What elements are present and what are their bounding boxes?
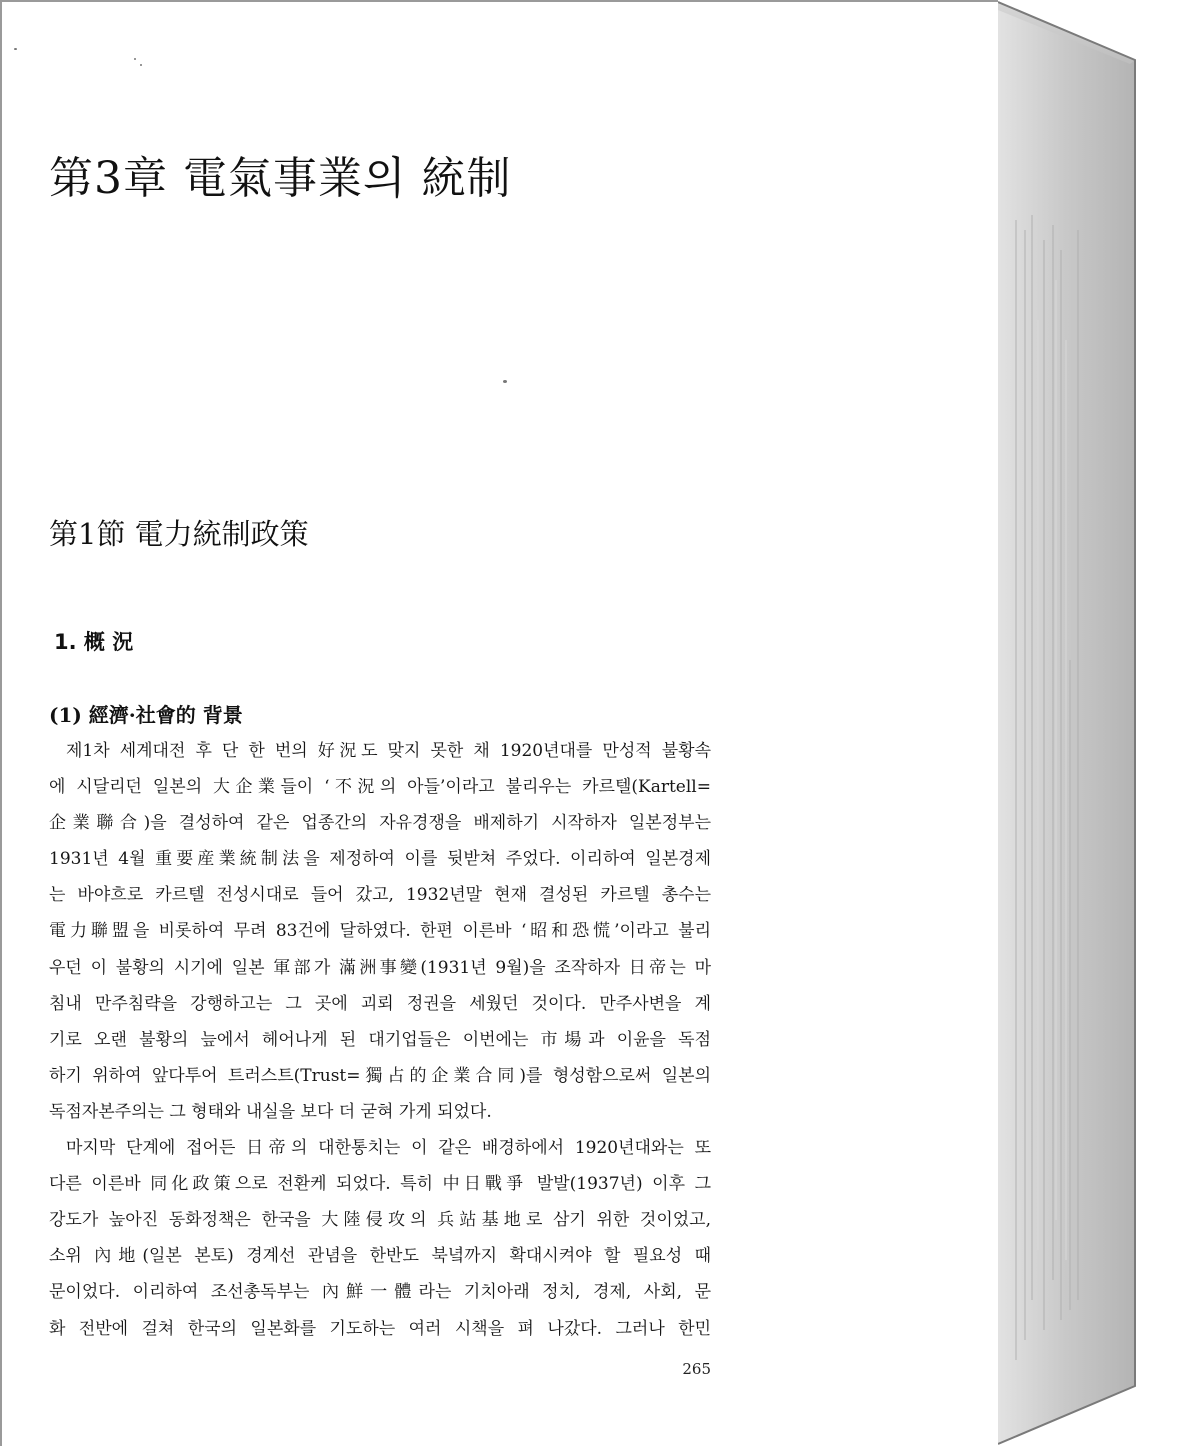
subsection-title: 1. 概 況 — [54, 630, 134, 654]
text-line: 우던 이 불황의 시기에 일본 軍部가 滿洲事變(1931년 9월)을 조작하자 日帝는 마 — [49, 957, 711, 978]
book-page-edges — [998, 0, 1148, 1446]
text-line: 에 시달리던 일본의 大企業들이 ‘不況의 아들’이라고 불리우는 카르텔(Kartell= — [49, 777, 711, 798]
sub-subsection-title: (1) 經濟·社會的 背景 — [49, 703, 243, 727]
scan-speck — [14, 48, 17, 50]
text-line: 기로 오랜 불황의 늪에서 헤어나게 된 대기업들은 이번에는 市場과 이윤을 독점 — [49, 1029, 711, 1050]
text-line: 강도가 높아진 동화정책은 한국을 大陸侵攻의 兵站基地로 삼기 위한 것이었고, — [49, 1210, 711, 1231]
text-line: 소위 內地(일본 본토) 경계선 관념을 한반도 북녘까지 확대시켜야 할 필요성 때 — [49, 1246, 711, 1267]
scan-speck — [134, 58, 136, 60]
text-line: 독점자본주의는 그 형태와 내실을 보다 더 굳혀 가게 되었다. — [49, 1101, 492, 1122]
text-line: 다른 이른바 同化政策으로 전환케 되었다. 특히 中日戰爭 발발(1937년) 이후 그 — [49, 1174, 711, 1195]
text-line: 마지막 단계에 접어든 日帝의 대한통치는 이 같은 배경하에서 1920년대와는 또 — [66, 1138, 711, 1159]
page-number: 265 — [682, 1360, 711, 1378]
text-line: 문이었다. 이리하여 조선총독부는 內鮮一體라는 기치아래 정치, 경제, 사회, 문 — [49, 1282, 711, 1303]
page-edge-graphic — [998, 0, 1148, 1446]
text-line: 企業聯合)을 결성하여 같은 업종간의 자유경쟁을 배제하기 시작하자 일본정부는 — [49, 813, 711, 834]
text-line: 침내 만주침략을 강행하고는 그 곳에 괴뢰 정권을 세웠던 것이다. 만주사변을 계 — [49, 993, 711, 1014]
section-title: 第1節 電力統制政策 — [49, 517, 309, 551]
text-line: 1931년 4월 重要産業統制法을 제정하여 이를 뒷받쳐 주었다. 이리하여 일본경제 — [49, 849, 711, 870]
text-line: 電力聯盟을 비롯하여 무려 83건에 달하였다. 한편 이른바 ‘昭和恐慌’이라고 불리 — [49, 921, 711, 942]
body-text — [49, 733, 711, 1347]
text-line: 화 전반에 걸쳐 한국의 일본화를 기도하는 여러 시책을 펴 나갔다. 그러나 한민 — [49, 1318, 711, 1339]
chapter-title: 第3章 電氣事業의 統制 — [49, 153, 512, 204]
text-line: 하기 위하여 앞다투어 트러스트(Trust=獨占的企業合同)를 형성함으로써 일본의 — [49, 1065, 711, 1086]
scan-speck — [140, 64, 142, 66]
scan-speck — [503, 380, 507, 383]
text-line: 제1차 세계대전 후 단 한 번의 好況도 맞지 못한 채 1920년대를 만성적 불황속 — [66, 741, 711, 761]
text-line: 는 바야흐로 카르텔 전성시대로 들어 갔고, 1932년말 현재 결성된 카르텔 총수는 — [49, 885, 711, 906]
